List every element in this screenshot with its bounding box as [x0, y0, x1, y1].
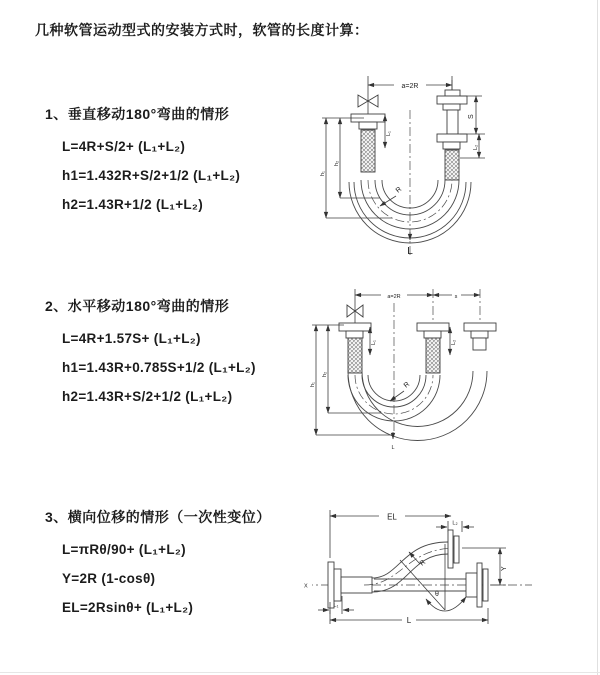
dim-label-l2: L₂ — [473, 144, 479, 150]
dim-s — [433, 290, 480, 300]
dim-label-h1: h₁ — [320, 171, 326, 176]
dim-l1 — [385, 115, 392, 148]
dim-label-theta: θ — [435, 591, 439, 598]
scan-edge-right — [597, 0, 598, 675]
valve-icon — [358, 90, 378, 114]
section-3-formula-L: L=πRθ/90+ (L₁+L₂) — [62, 542, 186, 557]
right-upper-flange — [448, 530, 453, 568]
right-riser — [437, 80, 467, 180]
dim-label-h2: h₂ — [334, 160, 340, 166]
valve-icon — [347, 301, 363, 323]
dim-label-l: L — [391, 445, 395, 451]
dim-label-h2: h₂ — [322, 371, 328, 377]
dim-a2r — [355, 289, 433, 301]
middle-flange-hub — [424, 331, 441, 338]
section-2-formula-L: L=4R+1.57S+ (L₁+L₂) — [62, 331, 201, 346]
diagram-horizontal-180-bend — [304, 283, 594, 465]
right-flange-hub — [471, 331, 488, 338]
dim-label-l2: L₂ — [451, 339, 457, 345]
dim-l — [330, 608, 488, 625]
dim-label-l: L — [407, 246, 413, 257]
dim-label-l: L — [406, 616, 412, 625]
left-flange — [339, 323, 371, 331]
section-3-formula-Y: Y=2R (1-cosθ) — [62, 571, 156, 586]
section-1 — [45, 104, 345, 219]
right-pipe-stub — [473, 338, 486, 350]
page-title: 几种软管运动型式的安装方式时，软管的长度计算： — [35, 22, 369, 38]
diagram-lateral-displacement — [296, 502, 596, 646]
left-flange-hub — [346, 331, 363, 338]
section-2-formula-h1: h1=1.43R+0.785S+1/2 (L₁+L₂) — [62, 360, 256, 375]
section-3-heading: 3、横向位移的情形（一次性变位） — [45, 509, 271, 525]
dim-label-a2r: a=2R — [401, 83, 419, 90]
dim-h1-h2 — [320, 118, 392, 218]
axis-label-x: X — [304, 583, 308, 590]
scan-edge-bottom — [0, 672, 600, 673]
right-flange — [464, 323, 496, 331]
right-lower-flange — [477, 563, 482, 607]
section-1-heading: 1、垂直移动180°弯曲的情形 — [45, 106, 230, 122]
dim-label-r: R — [402, 380, 412, 390]
section-1-formula-L: L=4R+S/2+ (L₁+L₂) — [62, 139, 186, 154]
section-1-formula-h1: h1=1.432R+S/2+1/2 (L₁+L₂) — [62, 168, 241, 183]
dim-l2 — [436, 521, 474, 533]
dim-l2 — [450, 327, 457, 355]
dim-label-l1: L₁ — [371, 340, 377, 345]
section-2-formula-h2: h2=1.43R+S/2+1/2 (L₁+L₂) — [62, 389, 233, 404]
dim-l — [407, 232, 413, 257]
section-3-formula-EL: EL=2Rsinθ+ (L₁+L₂) — [62, 600, 194, 615]
dim-label-r: R — [394, 185, 404, 195]
left-braided-hose — [348, 338, 362, 373]
dim-label-s: s — [454, 294, 458, 300]
section-2-heading: 2、水平移动180°弯曲的情形 — [45, 298, 230, 314]
dim-label-l1: L₁ — [386, 131, 392, 136]
dim-label-l1: L₁ — [333, 603, 339, 609]
dim-label-l2: L₂ — [452, 520, 458, 527]
middle-braided-hose — [426, 338, 440, 373]
left-flange-hub — [359, 122, 377, 129]
dim-label-a2r: a=2R — [387, 294, 401, 300]
dim-r — [390, 381, 411, 401]
section-1-formula-h2: h2=1.43R+1/2 (L₁+L₂) — [62, 197, 204, 212]
section-2 — [45, 296, 345, 411]
dim-a2r — [368, 76, 452, 90]
dim-label-el: EL — [387, 512, 397, 522]
middle-flange — [417, 323, 449, 331]
dim-label-r: R — [418, 558, 428, 568]
dim-label-s: S — [468, 114, 475, 119]
dim-label-y: Y — [501, 566, 508, 571]
dim-el — [330, 510, 451, 558]
diagram-vertical-180-bend — [308, 70, 593, 270]
right-braided-hose — [445, 150, 459, 180]
dim-label-h1: h₁ — [310, 382, 316, 387]
left-braided-hose — [361, 130, 375, 172]
